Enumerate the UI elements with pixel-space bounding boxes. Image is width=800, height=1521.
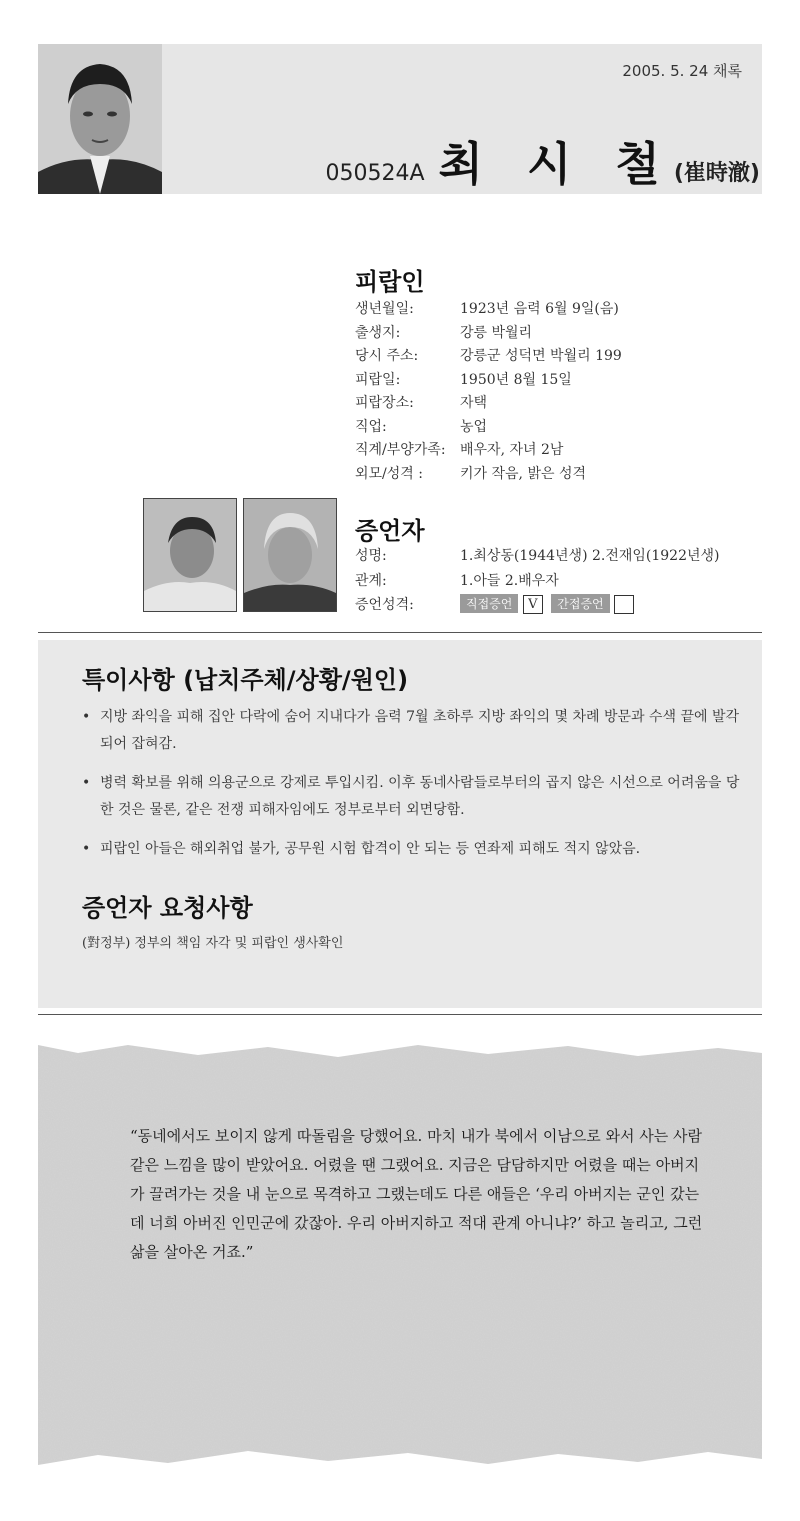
victim-portrait xyxy=(38,44,162,194)
direct-testimony-label: 직접증언 xyxy=(460,594,518,613)
divider-bottom xyxy=(38,1014,762,1015)
case-id: 050524A xyxy=(325,161,425,186)
note-text: 병력 확보를 위해 의용군으로 강제로 투입시킴. 이후 동네사람들로부터의 곱지 않은 시선으로 어려움을 당한 것은 물론, 같은 전쟁 피해자임에도 정부로부터 외면당함. xyxy=(100,775,740,818)
victim-info-row-value: 배우자, 자녀 2남 xyxy=(460,442,564,458)
indirect-testimony-checkbox xyxy=(614,595,634,614)
victim-info-row-value: 자택 xyxy=(460,395,488,411)
victim-info-row-value: 키가 작음, 밝은 성격 xyxy=(460,465,586,482)
request-title: 증언자 요청사항 xyxy=(82,894,253,922)
note-item xyxy=(82,704,752,758)
testimony-type-options xyxy=(460,594,638,614)
note-bullet: • xyxy=(82,775,91,791)
note-text: 피랍인 아들은 해외취업 불가, 공무원 시험 합격이 안 되는 등 연좌제 피해도 적지 않았음. xyxy=(100,841,641,857)
victim-info-row-value: 1950년 8월 15일 xyxy=(460,371,572,388)
victim-section-title: 피랍인 xyxy=(355,268,425,296)
witness-info-row-value: 1.아들 2.배우자 xyxy=(460,572,559,589)
witness-photo-wife xyxy=(243,498,337,612)
note-bullet: • xyxy=(82,841,91,857)
direct-testimony-checkbox: V xyxy=(523,595,543,614)
note-bullet: • xyxy=(82,709,91,725)
victim-info-row-label: 피랍장소: xyxy=(355,395,414,411)
victim-info-row-value: 1923년 음력 6월 9일(음) xyxy=(460,301,619,317)
victim-info-row-value: 강릉군 성덕면 박월리 199 xyxy=(460,348,622,364)
note-text: 지방 좌익을 피해 집안 다락에 숨어 지내다가 음력 7월 초하루 지방 좌익의 몇 차례 방문과 수색 끝에 발각되어 잡혀감. xyxy=(100,709,740,752)
victim-info-row-label: 피랍일: xyxy=(355,371,401,388)
victim-info-row-label: 출생지: xyxy=(355,324,401,341)
name-line xyxy=(325,128,760,194)
record-date: 2005. 5. 24 채록 xyxy=(622,62,742,80)
victim-info-row-value: 농업 xyxy=(460,418,488,435)
victim-info-row-value: 강릉 박월리 xyxy=(460,324,533,341)
note-item xyxy=(82,836,752,863)
indirect-testimony-label: 간접증언 xyxy=(551,594,609,613)
divider-top xyxy=(38,632,762,633)
witness-info-row-label: 성명: xyxy=(355,548,387,564)
victim-info-row-label: 직계/부양가족: xyxy=(355,442,446,458)
note-item xyxy=(82,770,752,824)
victim-info-row-label: 직업: xyxy=(355,418,387,435)
notes-title: 특이사항 (납치주체/상황/원인) xyxy=(82,666,409,694)
victim-name-hanja: (崔時澈) xyxy=(673,161,760,186)
victim-name: 최 시 철 xyxy=(438,137,674,191)
victim-info-row-label: 당시 주소: xyxy=(355,348,419,364)
victim-info-row-label: 생년월일: xyxy=(355,301,414,317)
witness-info-row-label: 관계: xyxy=(355,572,387,589)
request-text: (對정부) 정부의 책임 자각 및 피랍인 생사확인 xyxy=(82,936,344,951)
witness-photo-son xyxy=(143,498,237,612)
testimony-type-label: 증언성격: xyxy=(355,597,414,613)
witness-info-row-value: 1.최상동(1944년생) 2.전재임(1922년생) xyxy=(460,548,720,564)
witness-section-title: 증언자 xyxy=(355,517,425,545)
notes-list xyxy=(82,704,752,875)
witness-quote: “동네에서도 보이지 않게 따돌림을 당했어요. 마치 내가 북에서 이남으로 와서 사는 사람 같은 느낌을 많이 받았어요. 어렸을 땐 그랬어요. 지금은 담담하지만 어렸을 때는 아버지가 끌려가는 것을 내 눈으로 목격하고 그랬는데도 다른 애들은 ‘우리 아버지는 군인 갔는데 너희 아버진 인민군에 갔잖아. 우리 아버지하고 적대 관계 아니냐?’ 하고 놀리고, 그런 삶을 살아온 거죠.” xyxy=(130,1127,703,1261)
victim-info-row-label: 외모/성격 : xyxy=(355,465,423,482)
